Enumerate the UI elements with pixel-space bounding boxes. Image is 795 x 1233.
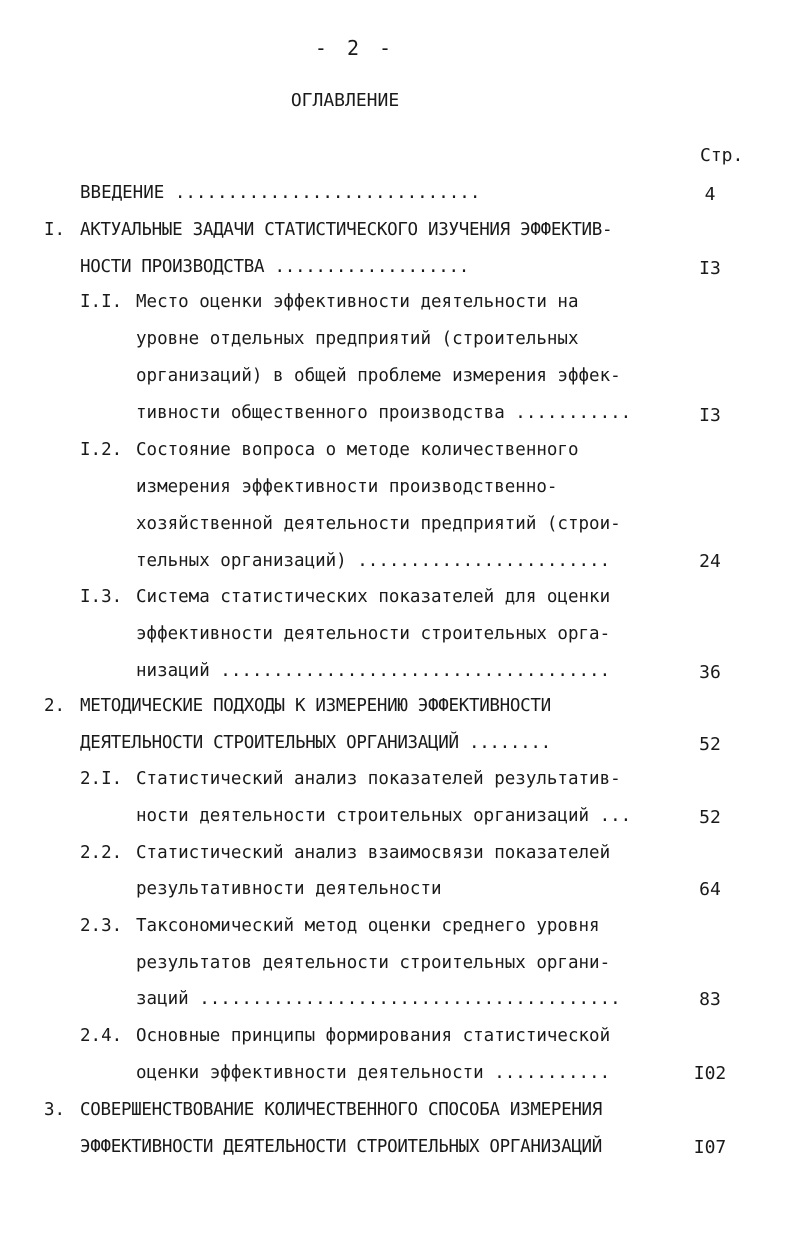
toc-entry-line: ности деятельности строительных организаций ... bbox=[136, 806, 632, 826]
toc-entry-line: результатов деятельности строительных органи- bbox=[136, 953, 611, 973]
toc-entry-number: I. bbox=[44, 220, 66, 240]
toc-entry-number: 3. bbox=[44, 1100, 66, 1120]
toc-entry-page: I07 bbox=[693, 1137, 727, 1158]
toc-entry-line: Статистический анализ взаимосвязи показателей bbox=[136, 843, 611, 863]
toc-entry-line: низаций ..................................... bbox=[136, 661, 611, 681]
toc-entry-line: Место оценки эффективности деятельности на bbox=[136, 292, 579, 312]
toc-entry-line: СОВЕРШЕНСТВОВАНИЕ КОЛИЧЕСТВЕННОГО СПОСОБА ИЗМЕРЕНИЯ bbox=[80, 1100, 603, 1120]
toc-entry-line: тельных организаций) ........................ bbox=[136, 551, 611, 571]
toc-entry-line: ДЕЯТЕЛЬНОСТИ СТРОИТЕЛЬНЫХ ОРГАНИЗАЦИЙ ........ bbox=[80, 733, 551, 753]
toc-entry-line: МЕТОДИЧЕСКИЕ ПОДХОДЫ К ИЗМЕРЕНИЮ ЭФФЕКТИВНОСТИ bbox=[80, 696, 551, 716]
toc-entry-number: 2.3. bbox=[80, 916, 123, 936]
toc-entry-intro-page: 4 bbox=[704, 184, 716, 205]
toc-entry-line: организаций) в общей проблеме измерения эффек- bbox=[136, 366, 621, 386]
toc-entry-number: I.3. bbox=[80, 587, 123, 607]
toc-entry-intro-line: ВВЕДЕНИЕ ............................. bbox=[80, 183, 481, 203]
toc-entry-line: Состояние вопроса о методе количественного bbox=[136, 440, 579, 460]
toc-entry-page: 52 bbox=[699, 734, 721, 755]
page-title: ОГЛАВЛЕНИЕ bbox=[290, 90, 400, 111]
page-number: - 2 - bbox=[314, 36, 396, 60]
toc-entry-page: 83 bbox=[699, 989, 721, 1010]
toc-entry-line: НОСТИ ПРОИЗВОДСТВА ................... bbox=[80, 257, 469, 277]
toc-entry-page: I3 bbox=[699, 405, 721, 426]
toc-entry-page: I3 bbox=[699, 258, 721, 279]
toc-entry-page: 24 bbox=[699, 551, 721, 572]
toc-entry-line: Основные принципы формирования статистической bbox=[136, 1026, 611, 1046]
toc-entry-number: 2. bbox=[44, 696, 66, 716]
toc-entry-line: результативности деятельности bbox=[136, 879, 442, 899]
toc-entry-number: 2.4. bbox=[80, 1026, 123, 1046]
toc-entry-number: I.I. bbox=[80, 292, 123, 312]
toc-entry-number: 2.2. bbox=[80, 843, 123, 863]
toc-entry-line: хозяйственной деятельности предприятий (строи- bbox=[136, 514, 621, 534]
toc-entry-line: измерения эффективности производственно- bbox=[136, 477, 558, 497]
toc-entry-number: 2.I. bbox=[80, 769, 123, 789]
toc-entry-line: эффективности деятельности строительных орга- bbox=[136, 624, 611, 644]
toc-entry-page: 64 bbox=[699, 879, 721, 900]
page-column-header: Стр. bbox=[700, 145, 744, 166]
toc-entry-line: Статистический анализ показателей результатив- bbox=[136, 769, 621, 789]
toc-entry-line: Система статистических показателей для оценки bbox=[136, 587, 611, 607]
toc-entry-number: I.2. bbox=[80, 440, 123, 460]
toc-entry-line: заций ........................................ bbox=[136, 989, 621, 1009]
toc-entry-page: I02 bbox=[693, 1063, 727, 1084]
toc-entry-line: ЭФФЕКТИВНОСТИ ДЕЯТЕЛЬНОСТИ СТРОИТЕЛЬНЫХ ОРГАНИЗАЦИЙ bbox=[80, 1137, 603, 1157]
toc-entry-page: 52 bbox=[699, 807, 721, 828]
toc-entry-line: АКТУАЛЬНЫЕ ЗАДАЧИ СТАТИСТИЧЕСКОГО ИЗУЧЕНИЯ ЭФФЕКТИВ- bbox=[80, 220, 613, 240]
toc-entry-line: уровне отдельных предприятий (строительных bbox=[136, 329, 579, 349]
toc-entry-line: Таксономический метод оценки среднего уровня bbox=[136, 916, 600, 936]
toc-entry-page: 36 bbox=[699, 662, 721, 683]
toc-entry-line: оценки эффективности деятельности ........... bbox=[136, 1063, 611, 1083]
toc-entry-line: тивности общественного производства ........... bbox=[136, 403, 632, 423]
